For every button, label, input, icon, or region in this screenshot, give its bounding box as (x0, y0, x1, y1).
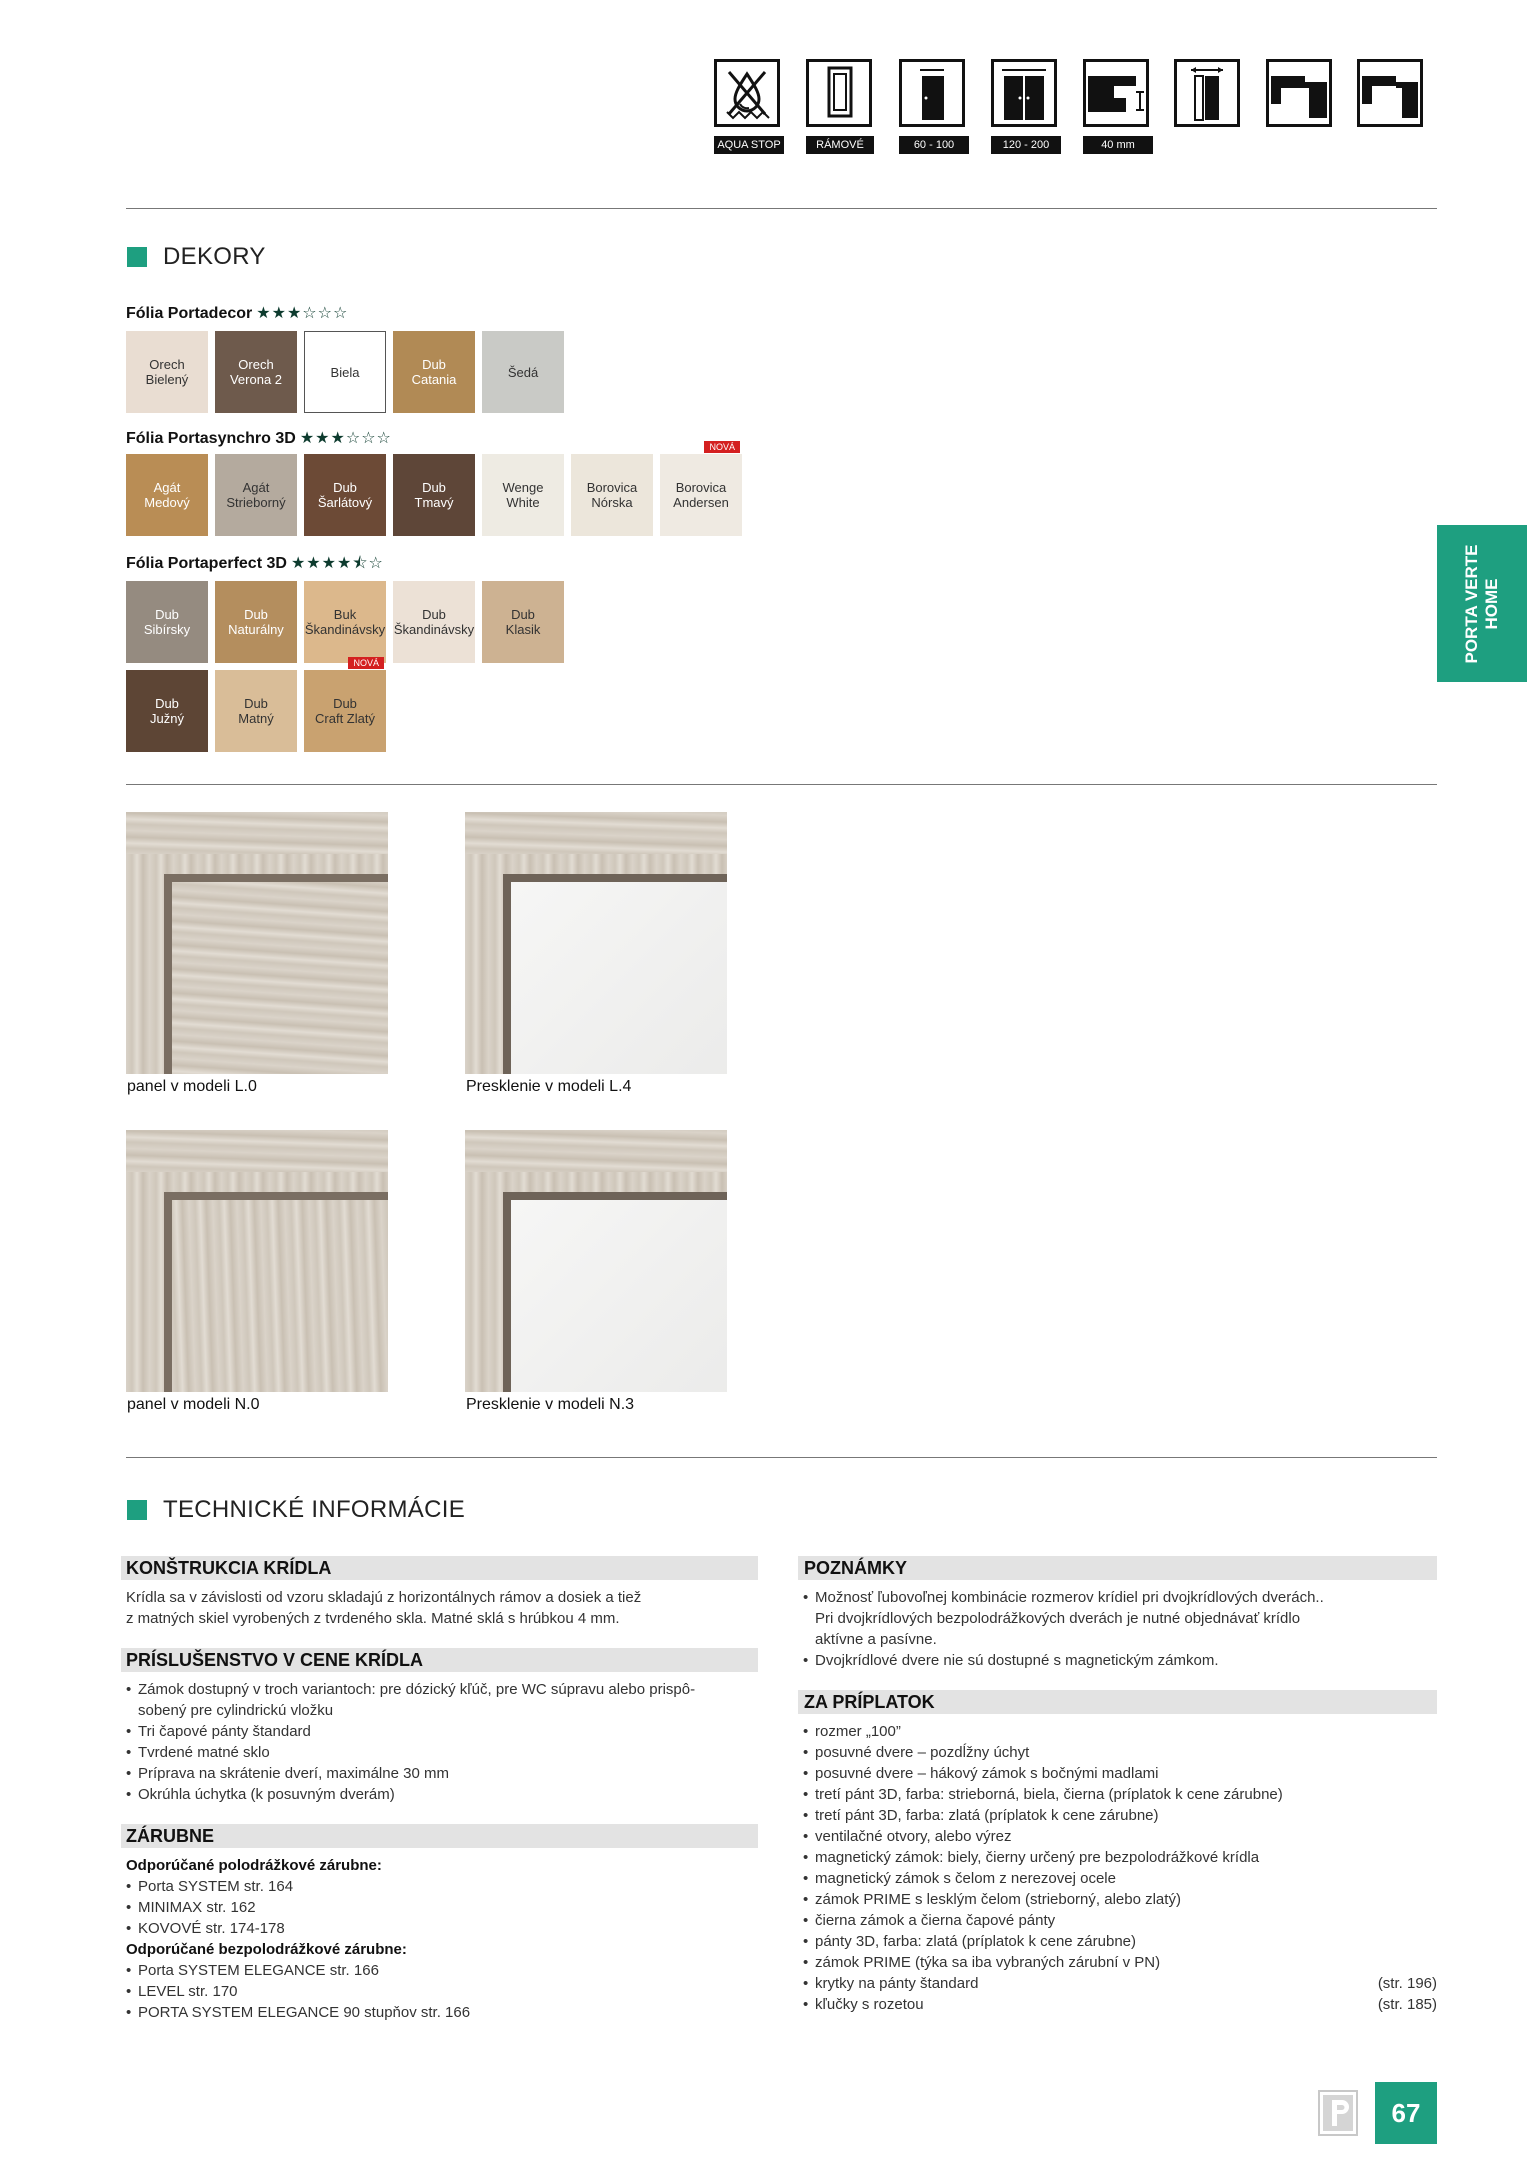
decor-swatch (215, 670, 297, 752)
zarubne-heading: ZÁRUBNE (121, 1824, 758, 1848)
swatch-label: Orech Verona 2 (229, 357, 283, 387)
rating-stars-icon: ★★★☆☆☆ (256, 305, 349, 322)
list-item: • zámok PRIME (týka sa iba vybraných zárubní v PN) (803, 1952, 1437, 1973)
swatch-label: Dub Klasik (505, 607, 541, 637)
priplatok-list (803, 1721, 1437, 2015)
decor-swatch (482, 581, 564, 663)
tech-title: TECHNICKÉ INFORMÁCIE (163, 1496, 466, 1523)
photo-caption: Presklenie v modeli L.4 (466, 1078, 632, 1095)
divider (126, 1457, 1437, 1458)
decor-swatch (215, 331, 297, 413)
side-tab-line2: HOME (1482, 578, 1501, 630)
decor-swatch (126, 454, 208, 536)
new-badge: NOVÁ (348, 657, 384, 669)
list-item: • kľučky s rozetou (str. 185) (803, 1994, 1437, 2015)
swatch-label: Dub Catania (411, 357, 457, 387)
decor-swatch (215, 454, 297, 536)
decor-swatch (660, 442, 742, 536)
divider (126, 208, 1437, 209)
swatch-label: Buk Škandinávsky (304, 607, 386, 637)
poznamky-list: • Možnosť ľubovoľnej kombinácie rozmerov krídiel pri dvojkrídlových dverách.. Pri dvojkrídlových bezpolodrážkových dverách je nutné objednávať krídlo aktívne a pasívne. • Dvojkrídlové dvere nie sú dostupné s magnetickým zámkom. (803, 1587, 1437, 1671)
konstrukcia-heading: KONŠTRUKCIA KRÍDLA (121, 1556, 758, 1580)
decor-swatch (393, 581, 475, 663)
list-item: • rozmer „100” (803, 1721, 1437, 1742)
rating-stars-icon: ★★★☆☆☆ (299, 430, 392, 447)
decor-swatch (126, 670, 208, 752)
flush-frame-icon (1357, 59, 1423, 127)
divider (126, 784, 1437, 785)
swatch-label: Biela (330, 364, 360, 380)
door-detail-photo (126, 1130, 388, 1392)
foil-group-title: Fólia Portadecor ★★★☆☆☆ (126, 305, 349, 322)
swatch-label: Orech Bielený (145, 357, 189, 387)
decor-swatch (482, 454, 564, 536)
swatch-label: Dub Južný (150, 696, 184, 726)
rating-stars-icon: ★★★★⯪☆ (290, 555, 384, 572)
icon-label: 60 - 100 (899, 136, 969, 154)
list-item: • tretí pánt 3D, farba: zlatá (príplatok k cene zárubne) (803, 1805, 1437, 1826)
icon-label: AQUA STOP (714, 136, 784, 154)
poznamky-heading: POZNÁMKY (798, 1556, 1437, 1580)
decor-swatch (304, 658, 386, 752)
door-thickness-icon (1083, 59, 1149, 127)
double-door-width-icon (991, 59, 1057, 127)
swatch-label: Borovica Andersen (673, 480, 729, 510)
list-item: • magnetický zámok: biely, čierny určený pre bezpolodrážkové krídla (803, 1847, 1437, 1868)
new-badge: NOVÁ (704, 441, 740, 453)
list-item: • magnetický zámok s čelom z nerezovej ocele (803, 1868, 1437, 1889)
rebated-frame-icon (1266, 59, 1332, 127)
swatch-label: Dub Sibírsky (143, 607, 191, 637)
foil-group-title: Fólia Portasynchro 3D ★★★☆☆☆ (126, 430, 392, 447)
decor-swatch (126, 331, 208, 413)
list-item: • ventilačné otvory, alebo výrez (803, 1826, 1437, 1847)
decor-swatch (304, 454, 386, 536)
porta-logo-icon (1318, 2090, 1358, 2136)
prislusenstvo-heading: PRÍSLUŠENSTVO V CENE KRÍDLA (121, 1648, 758, 1672)
priplatok-heading: ZA PRÍPLATOK (798, 1690, 1437, 1714)
list-item: • čierna zámok a čierna čapové pánty (803, 1910, 1437, 1931)
decor-swatch (215, 581, 297, 663)
list-item: • krytky na pánty štandard (str. 196) (803, 1973, 1437, 1994)
swatch-label: Dub Matný (238, 696, 274, 726)
photo-caption: Presklenie v modeli N.3 (466, 1396, 635, 1413)
side-tab-line1: PORTA VERTE (1462, 543, 1481, 664)
foil-group-title: Fólia Portaperfect 3D ★★★★⯪☆ (126, 555, 384, 572)
swatch-label: Šedá (507, 364, 539, 380)
swatch-label: Dub Škandinávsky (393, 607, 475, 637)
swatch-label: Wenge White (502, 480, 544, 510)
decor-swatch (482, 331, 564, 413)
icon-label: RÁMOVÉ (806, 136, 874, 154)
swatch-label: Dub Craft Zlatý (315, 696, 375, 726)
decor-swatch (393, 454, 475, 536)
zarubne-list: Odporúčané polodrážkové zárubne: • Porta SYSTEM str. 164 • MINIMAX str. 162 • KOVOVÉ str. 174-178 Odporúčané bezpolodrážkové zárubne: • Porta SYSTEM ELEGANCE str. 166 • LEVEL str. 170 • PORTA SYSTEM ELEGANCE 90 stupňov str. 166 (126, 1855, 756, 2023)
konstrukcia-text: Krídla sa v závislosti od vzoru skladajú z horizontálnych rámov a dosiek a tiež z matných skiel vyrobených z tvrdeného skla. Matné sklá s hrúbkou 4 mm. (126, 1589, 642, 1627)
swatch-label: Dub Naturálny (228, 607, 284, 637)
decor-swatch (304, 331, 386, 413)
aqua-stop-icon (714, 59, 780, 127)
swatch-label: Dub Šarlátový (317, 480, 373, 510)
swatch-label: Dub Tmavý (414, 480, 454, 510)
swatch-label: Agát Medový (144, 480, 190, 510)
list-item: • posuvné dvere – hákový zámok s bočnými madlami (803, 1763, 1437, 1784)
photo-caption: panel v modeli L.0 (127, 1078, 257, 1095)
prislusenstvo-list: • Zámok dostupný v troch variantoch: pre dózický kľúč, pre WC súpravu alebo prispô- sobený pre cylindrickú vložku • Tri čapové pánty štandard • Tvrdené matné sklo • Príprava na skrátenie dverí, maximálne 30 mm • Okrúhla úchytka (k posuvným dverám) (126, 1679, 756, 1805)
decor-swatch (571, 454, 653, 536)
door-detail-photo (465, 1130, 727, 1392)
list-item: • pánty 3D, farba: zlatá (príplatok k cene zárubne) (803, 1931, 1437, 1952)
list-item: • posuvné dvere – pozdĺžny úchyt (803, 1742, 1437, 1763)
icon-label: 120 - 200 (991, 136, 1061, 154)
list-item: • zámok PRIME s lesklým čelom (strieborný, alebo zlatý) (803, 1889, 1437, 1910)
decor-swatch (126, 581, 208, 663)
swatch-label: Borovica Nórska (586, 480, 638, 510)
list-item: • tretí pánt 3D, farba: strieborná, biela, čierna (príplatok k cene zárubne) (803, 1784, 1437, 1805)
photo-caption: panel v modeli N.0 (127, 1396, 260, 1413)
door-detail-photo (126, 812, 388, 1074)
door-detail-photo (465, 812, 727, 1074)
sliding-door-icon (1174, 59, 1240, 127)
page-number: 67 (1375, 2082, 1437, 2144)
frame-door-icon (806, 59, 872, 127)
single-door-width-icon (899, 59, 965, 127)
decor-swatch (393, 331, 475, 413)
section-marker (127, 247, 147, 267)
section-marker (127, 1500, 147, 1520)
decor-swatch (304, 581, 386, 663)
side-tab (1437, 525, 1527, 682)
swatch-label: Agát Strieborný (226, 480, 286, 510)
dekory-title: DEKORY (163, 243, 266, 270)
icon-label: 40 mm (1083, 136, 1153, 154)
